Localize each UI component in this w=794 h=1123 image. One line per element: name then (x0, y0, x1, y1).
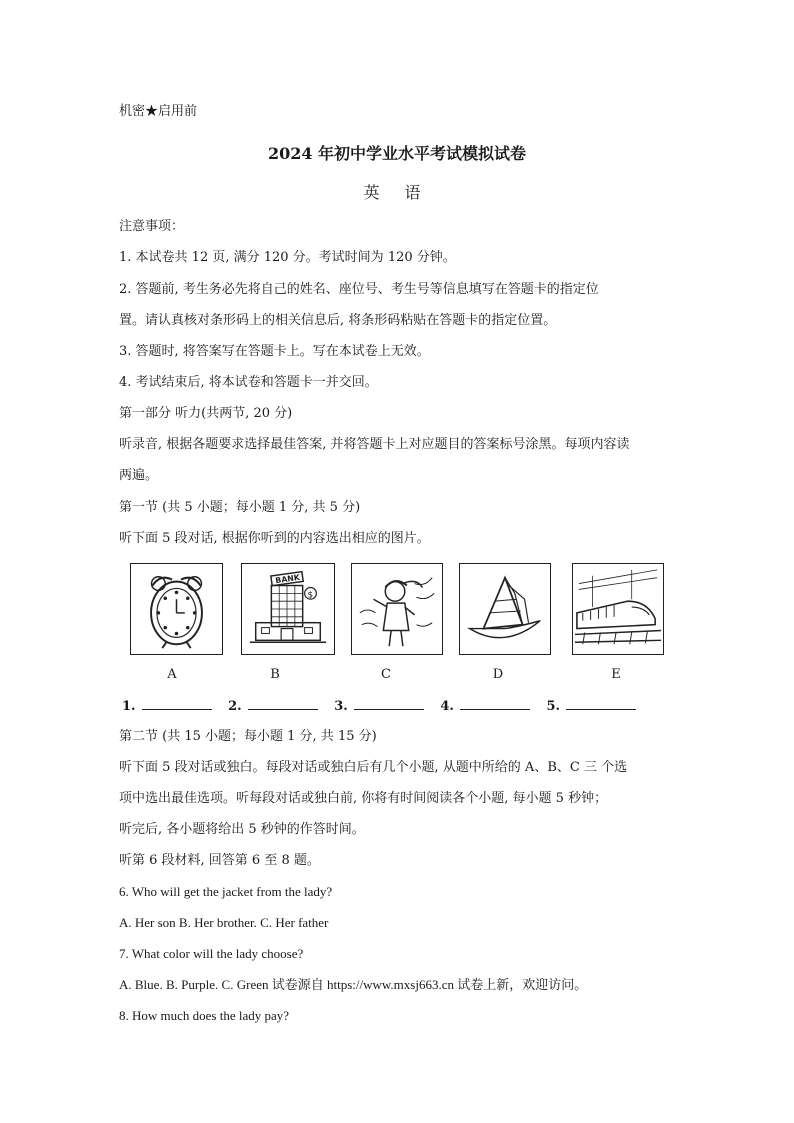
blank-line (566, 697, 636, 710)
blank-4[interactable] (440, 697, 530, 714)
question-6-options: A. Her son B. Her brother. C. Her father (119, 915, 329, 930)
picture-d (459, 563, 551, 655)
picture-label-b: B (270, 667, 280, 682)
part1-instruction-cont: 两遍。 (119, 468, 159, 483)
blank-line (248, 697, 318, 710)
blank-2[interactable] (228, 697, 318, 714)
question-7-options: A. Blue. B. Purple. C. Green 试卷源自 https://www.mxsj663.cn 试卷上新，欢迎访问。 (119, 977, 588, 992)
svg-text:$: $ (307, 590, 314, 601)
picture-a (130, 563, 223, 655)
blank-line (354, 697, 424, 710)
notice-heading: 注意事项： (119, 219, 185, 234)
alarm-clock-icon (131, 564, 222, 654)
notice-item-3: 3. 答题时, 将答案写在答题卡上。写在本试卷上无效。 (119, 344, 430, 359)
section1-instruction: 听下面 5 段对话, 根据你听到的内容选出相应的图片。 (119, 531, 430, 546)
picture-e (572, 563, 664, 655)
zongzi-icon (460, 564, 550, 654)
picture-b (241, 563, 335, 655)
confidential-mark: 机密★启用前 (119, 104, 198, 119)
section2-instruction-cont: 项中选出最佳选项。听每段对话或独白前, 你将有时间阅读各个小题, 每小题 5 秒钟； (119, 791, 608, 806)
blank-1[interactable] (122, 697, 212, 714)
question-8: 8. How much does the lady pay? (119, 1008, 290, 1023)
picture-label-a: A (167, 667, 177, 682)
question-6: 6. Who will get the jacket from the lady? (119, 884, 333, 899)
notice-item-2-cont: 置。请认真核对条形码上的相关信息后, 将条形码粘贴在答题卡的指定位置。 (119, 313, 557, 328)
picture-c (351, 563, 443, 655)
section2-heading: 第二节 (共 15 小题；每小题 1 分, 共 15 分) (119, 729, 377, 744)
part1-heading: 第一部分 听力(共两节, 20 分) (119, 406, 293, 421)
picture-label-c: C (381, 667, 391, 682)
high-speed-train-icon (573, 564, 663, 654)
section1-heading: 第一节 (共 5 小题；每小题 1 分, 共 5 分) (119, 500, 361, 515)
blank-number: 1. (122, 699, 136, 714)
blank-number: 3. (334, 699, 348, 714)
windy-girl-icon (352, 564, 442, 654)
blank-5[interactable] (546, 697, 636, 714)
blank-3[interactable] (334, 697, 424, 714)
bank-building-icon (242, 564, 334, 654)
picture-label-e: E (611, 667, 621, 682)
answer-blanks (122, 697, 648, 714)
blank-number: 2. (228, 699, 242, 714)
part1-instruction: 听录音, 根据各题要求选择最佳答案, 并将答题卡上对应题目的答案标号涂黑。每项内容读 (119, 437, 630, 452)
subject-title: 英 语 (363, 183, 431, 202)
notice-item-2: 2. 答题前, 考生务必先将自己的姓名、座位号、考生号等信息填写在答题卡的指定位 (119, 282, 599, 297)
notice-item-4: 4. 考试结束后, 将本试卷和答题卡一并交回。 (119, 375, 378, 390)
blank-line (460, 697, 530, 710)
blank-number: 4. (440, 699, 454, 714)
notice-item-1: 1. 本试卷共 12 页, 满分 120 分。考试时间为 120 分钟。 (119, 250, 456, 265)
exam-title: 2024 年初中学业水平考试模拟试卷 (267, 144, 527, 163)
svg-text:BANK: BANK (274, 572, 301, 586)
picture-label-d: D (492, 667, 504, 682)
blank-line (142, 697, 212, 710)
section2-instruction: 听下面 5 段对话或独白。每段对话或独白后有几个小题, 从题中所给的 A、B、C 三 个选 (119, 760, 628, 775)
section2-instruction-end: 听完后, 各小题将给出 5 秒钟的作答时间。 (119, 822, 365, 837)
material-6-note: 听第 6 段材料, 回答第 6 至 8 题。 (119, 853, 320, 868)
question-7: 7. What color will the lady choose? (119, 946, 304, 961)
blank-number: 5. (546, 699, 561, 714)
